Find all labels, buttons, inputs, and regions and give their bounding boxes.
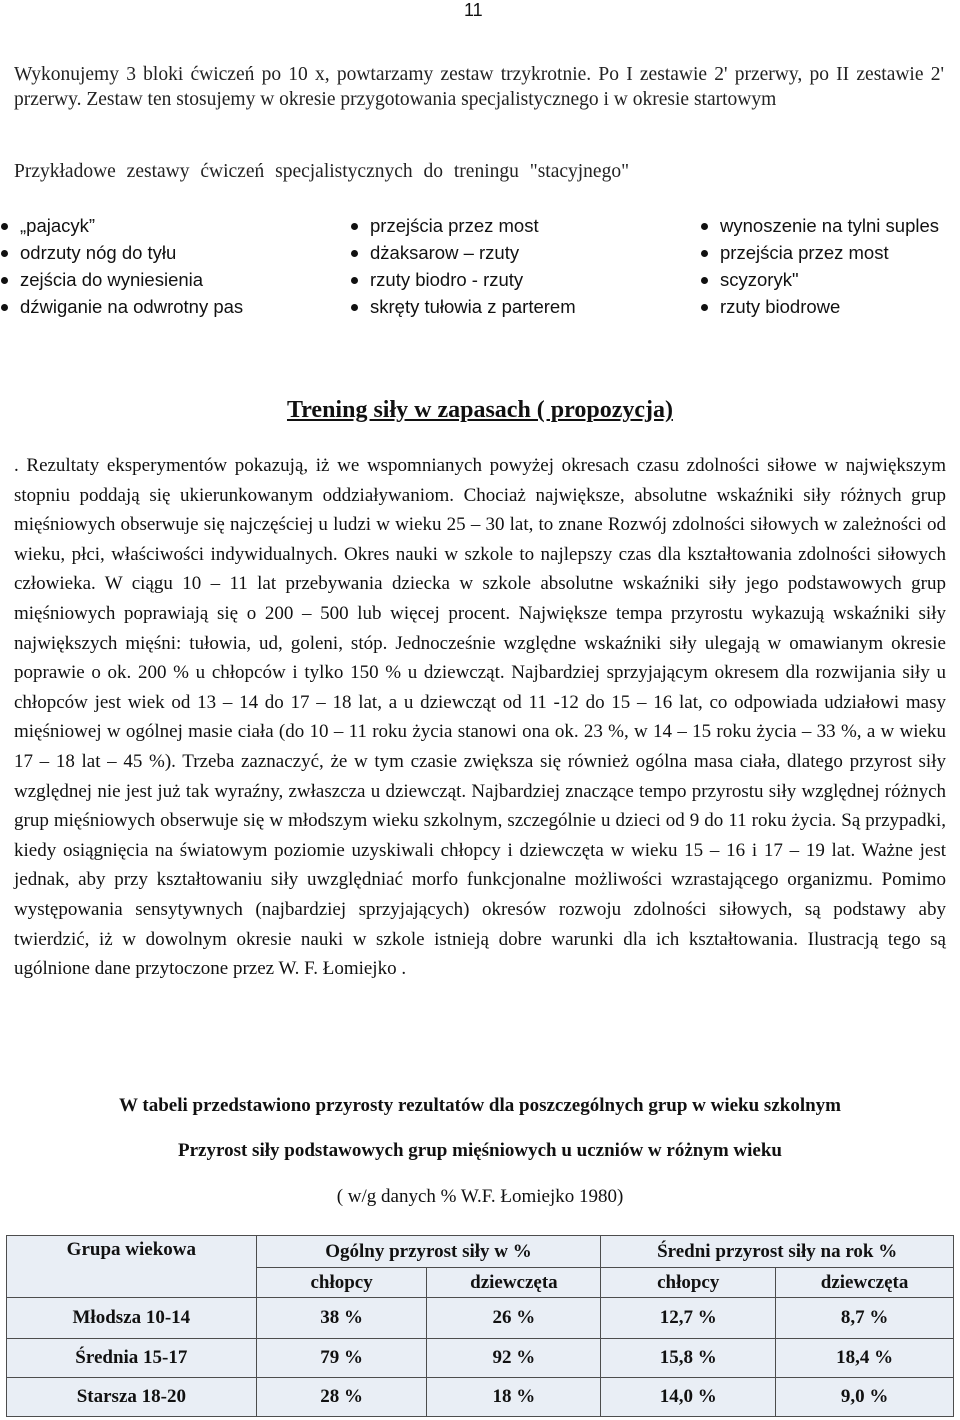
table-cell: 79 %: [256, 1339, 427, 1378]
table-row: [7, 1339, 954, 1378]
header-yearly-gain: Średni przyrost siły na rok %: [601, 1236, 954, 1268]
table-cell: 18,4 %: [776, 1339, 954, 1378]
subheader-girls: dziewczęta: [427, 1268, 601, 1298]
table-cell: 14,0 %: [601, 1378, 776, 1417]
list-item: przejścia przez most: [350, 212, 576, 239]
list-item: dżaksarow – rzuty: [350, 239, 576, 266]
section-heading: Trening siły w zapasach ( propozycja): [286, 397, 673, 423]
table-row: [7, 1298, 954, 1339]
list-item: odrzuty nóg do tyłu: [0, 239, 243, 266]
header-age-group: Grupa wiekowa: [7, 1236, 257, 1298]
list-item: zejścia do wyniesienia: [0, 266, 243, 293]
table-cell: Starsza 18-20: [7, 1378, 257, 1417]
table-row: [7, 1378, 954, 1417]
exercise-list-3: [700, 212, 939, 320]
list-item: rzuty biodro - rzuty: [350, 266, 576, 293]
page-number: 11: [464, 0, 483, 20]
table-cell: 92 %: [427, 1339, 601, 1378]
strength-gain-table: [6, 1235, 954, 1417]
exercise-list-2: [350, 212, 576, 320]
subheader-girls: dziewczęta: [776, 1268, 954, 1298]
table-source: ( w/g danych % W.F. Łomiejko 1980): [336, 1186, 624, 1207]
table-cell: 15,8 %: [601, 1339, 776, 1378]
table-cell: Średnia 15-17: [7, 1339, 257, 1378]
table-intro-caption: W tabeli przedstawiono przyrosty rezultatów dla poszczególnych grup w wieku szkolnym: [119, 1095, 841, 1116]
exercise-sets-title: Przykładowe zestawy ćwiczeń specjalistycznych do treningu "stacyjnego": [14, 161, 630, 182]
table-cell: Młodsza 10-14: [7, 1298, 257, 1339]
list-item: rzuty biodrowe: [700, 293, 939, 320]
subheader-boys: chłopcy: [256, 1268, 427, 1298]
intro-paragraph: Wykonujemy 3 bloki ćwiczeń po 10 x, powtarzamy zestaw trzykrotnie. Po I zestawie 2' przerwy, po II zestawie 2' przerwy. Zestaw ten stosujemy w okresie przygotowania specjalistycznego i w okresie startowym: [14, 64, 944, 110]
header-total-gain: Ogólny przyrost siły w %: [256, 1236, 601, 1268]
table-title: Przyrost siły podstawowych grup mięśniowych u uczniów w różnym wieku: [178, 1140, 782, 1161]
table-cell: 18 %: [427, 1378, 601, 1417]
exercise-list-1: [0, 212, 243, 320]
table-cell: 9,0 %: [776, 1378, 954, 1417]
subheader-boys: chłopcy: [601, 1268, 776, 1298]
list-item: wynoszenie na tylni suples: [700, 212, 939, 239]
list-item: dźwiganie na odwrotny pas: [0, 293, 243, 320]
list-item: skręty tułowia z parterem: [350, 293, 576, 320]
list-item: scyzoryk": [700, 266, 939, 293]
table-cell: 26 %: [427, 1298, 601, 1339]
exercise-lists: [0, 212, 960, 324]
table-cell: 38 %: [256, 1298, 427, 1339]
table-cell: 12,7 %: [601, 1298, 776, 1339]
table-cell: 8,7 %: [776, 1298, 954, 1339]
list-item: „pajacyk”: [0, 212, 243, 239]
table-cell: 28 %: [256, 1378, 427, 1417]
body-paragraph: . Rezultaty eksperymentów pokazują, iż we wspomnianych powyżej okresach czasu zdolności siłowe w największym stopniu poddają się ukierunkowanym oddziaływaniom. Chociaż największe, absolutne wskaźniki siły różnych grup mięśniowych obserwuje się najczęściej u ludzi w wieku 25 – 30 lat, to znane Rozwój zdolności siłowych w zależności od wieku, płci, właściwości indywidualnych. Okres nauki w szkole to najlepszy czas dla kształtowania zdolności siłowych człowieka. W ciągu 10 – 11 lat przebywania dziecka w szkole absolutne wskaźniki siły jego podstawowych grup mięśniowych poprawiają się o 200 – 500 lub więcej procent. Największe tempa przyrostu wykazują wskaźniki siły największych mięśni: tułowia, ud, goleni, stóp. Jednocześnie względne wskaźniki siły ulegają w omawianym okresie poprawie o ok. 200 % u chłopców i tylko 150 % u dziewcząt. Najbardziej sprzyjającym okresem dla rozwijania siły u chłopców jest wiek od 13 – 14 do 17 – 18 lat, a u dziewcząt od 11 -12 do 15 – 16 lat, co odpowiada udziałowi masy mięśniowej w ogólnej masie ciała (do 10 – 11 roku życia stanowi ona ok. 23 %, w 14 – 15 roku życia – 33 %, a w wieku 17 – 18 lat – 45 %). Trzeba zaznaczyć, że w tym czasie zwiększa się również ogólna masa ciała, dlatego przyrost siły względnej nie jest już tak wyraźny, zwłaszcza u dziewcząt. Najbardziej znaczące tempo przyrostu siły względnej różnych grup mięśniowych obserwuje się w młodszym wieku szkolnym, szczególnie u dzieci od 9 do 11 roku życia. Są przypadki, kiedy osiągnięcia na światowym poziomie uzyskiwali chłopcy i dziewczęta w wieku 15 – 16 i 17 – 19 lat. Ważne jest jednak, aby przy kształtowaniu siły uwzględniać morfo funkcjonalne możliwości wzrastającego organizmu. Pomimo występowania sensytywnych (najbardziej sprzyjających) okresów rozwoju zdolności siłowych, są podstawy aby twierdzić, iż w dowolnym okresie nauki w szkole istnieją dobre warunki dla ich kształtowania. Ilustracją tego są ugólnione dane przytoczone przez W. F. Łomiejko .: [14, 455, 946, 980]
list-item: przejścia przez most: [700, 239, 939, 266]
